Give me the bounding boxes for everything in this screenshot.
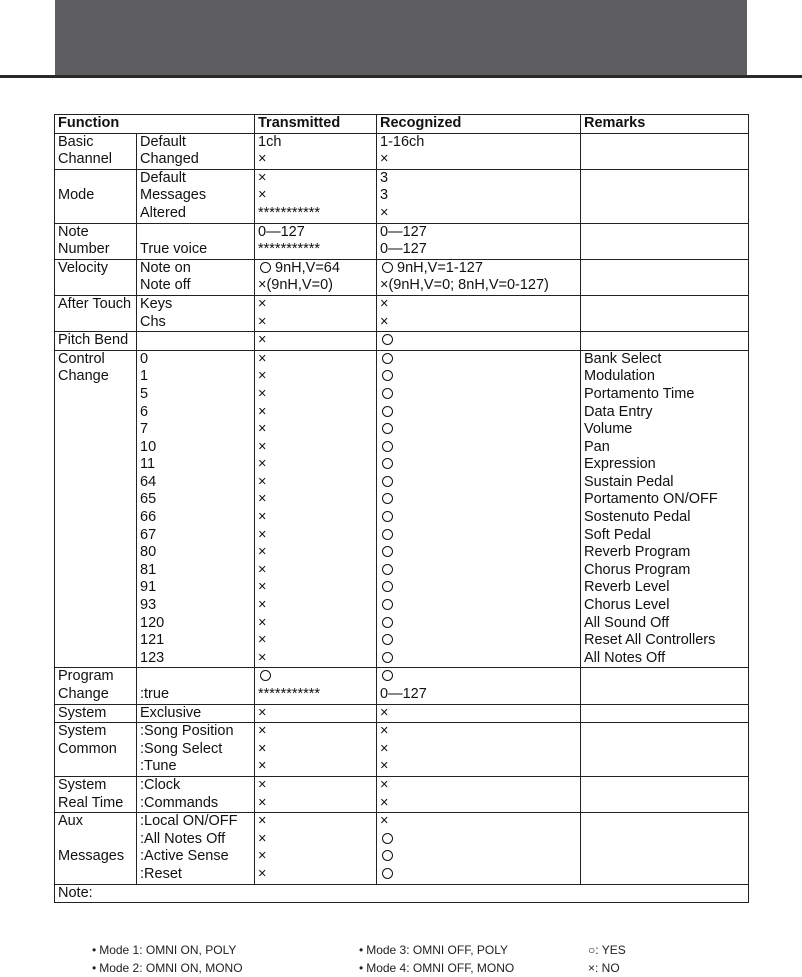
cell-line: × [380, 151, 389, 168]
cell-line [140, 224, 254, 242]
legend-yes: ○: YES [588, 943, 626, 957]
table-header-row [55, 115, 749, 134]
cell-line: Pan [584, 438, 610, 455]
cell-line: Common [58, 740, 117, 757]
cell-line: Keys [140, 295, 173, 312]
yes-circle-icon [382, 868, 393, 879]
cell-line: × [380, 758, 389, 775]
cell-line: 80 [140, 544, 157, 561]
cell-line: Number [58, 241, 110, 258]
cell-line: System [58, 723, 107, 740]
cell-line: × [258, 456, 267, 473]
cell-line: Chs [140, 313, 166, 330]
cell-line: Note on [140, 259, 191, 276]
table-row [55, 223, 749, 259]
cell-line: × [258, 614, 267, 631]
table-row [55, 259, 749, 295]
transmitted-cell [255, 668, 377, 704]
yes-circle-icon [382, 406, 393, 417]
cell-line [380, 866, 580, 884]
transmitted-cell [255, 169, 377, 223]
cell-line: 0 [140, 350, 149, 367]
legend-column-modes-3-4 [359, 941, 514, 977]
cell-line: :All Notes Off [140, 830, 226, 847]
function-sub-cell [137, 776, 255, 812]
cell-line: Note [58, 223, 89, 240]
cell-line: 9nH,V=1-127 [380, 260, 580, 278]
cell-line: *********** [258, 204, 321, 221]
cell-line: 7 [140, 421, 149, 438]
yes-circle-icon [382, 353, 393, 364]
table-row [55, 133, 749, 169]
cell-line [258, 668, 376, 686]
cell-line: × [380, 723, 389, 740]
remarks-cell [581, 133, 749, 169]
function-group-cell [55, 350, 137, 668]
transmitted-cell [255, 223, 377, 259]
cell-line: Change [58, 686, 109, 702]
transmitted-cell [255, 295, 377, 331]
cell-line [380, 597, 580, 615]
cell-line: 6 [140, 403, 149, 420]
yes-circle-icon [382, 670, 393, 681]
cell-line: × [258, 632, 267, 649]
cell-line: Chorus Program [584, 561, 691, 578]
cell-line: Note off [140, 277, 191, 294]
cell-line: :Song Select [140, 740, 223, 757]
transmitted-cell [255, 723, 377, 777]
cell-line: × [258, 350, 267, 367]
cell-line: × [380, 204, 389, 221]
cell-line: × [380, 295, 389, 312]
cell-line: × [380, 813, 389, 830]
cell-line: 66 [140, 509, 157, 526]
cell-line: 81 [140, 561, 157, 578]
legend-item: • Mode 4: OMNI OFF, MONO [359, 961, 515, 975]
cell-line [380, 527, 580, 545]
yes-circle-icon [382, 458, 393, 469]
cell-line: 123 [140, 649, 165, 666]
cell-line: 67 [140, 526, 157, 543]
function-sub-cell [137, 169, 255, 223]
table-row [55, 169, 749, 223]
function-sub-cell [137, 223, 255, 259]
function-group-cell [55, 133, 137, 169]
cell-line: 93 [140, 597, 157, 614]
header-recognized: Recognized [377, 115, 581, 134]
remarks-cell [581, 259, 749, 295]
cell-line: Real Time [58, 794, 124, 811]
cell-line: × [258, 473, 267, 490]
cell-line: × [258, 704, 267, 721]
cell-line: ×(9nH,V=0; 8nH,V=0-127) [380, 277, 549, 294]
cell-line: :Clock [140, 776, 181, 793]
cell-line: ×(9nH,V=0) [258, 277, 333, 294]
cell-line: × [258, 723, 267, 740]
cell-line: × [258, 526, 267, 543]
cell-line: × [258, 403, 267, 420]
cell-line: 65 [140, 491, 157, 508]
cell-line [380, 544, 580, 562]
cell-line: × [258, 187, 267, 204]
cell-line: × [258, 597, 267, 614]
function-sub-cell [137, 295, 255, 331]
recognized-cell [377, 704, 581, 723]
cell-line: All Notes Off [584, 649, 666, 666]
legend-item: • Mode 3: OMNI OFF, POLY [359, 943, 509, 957]
cell-line [380, 439, 580, 457]
cell-line [380, 474, 580, 492]
cell-line: × [258, 544, 267, 561]
function-group-cell [55, 332, 137, 351]
function-sub-cell [137, 133, 255, 169]
cell-line: Modulation [584, 368, 655, 385]
recognized-cell [377, 350, 581, 668]
yes-circle-icon [382, 529, 393, 540]
cell-line: × [258, 758, 267, 775]
cell-line: Sostenuto Pedal [584, 509, 691, 526]
function-group-cell [55, 723, 137, 777]
cell-line: Basic [58, 133, 94, 150]
cell-line: × [258, 561, 267, 578]
table-row [55, 776, 749, 812]
table-row [55, 668, 749, 704]
cell-line: × [258, 169, 267, 186]
recognized-cell [377, 332, 581, 351]
cell-line: Default [140, 169, 186, 186]
function-sub-cell [137, 332, 255, 351]
cell-line [380, 579, 580, 597]
cell-line: 3 [380, 187, 389, 204]
cell-line: :Song Position [140, 723, 234, 740]
yes-circle-icon [382, 334, 393, 345]
cell-line: After Touch [58, 295, 132, 312]
yes-circle-icon [382, 388, 393, 399]
cell-line: × [258, 740, 267, 757]
yes-circle-icon [382, 511, 393, 522]
yes-circle-icon [382, 599, 393, 610]
cell-line: Channel [58, 151, 113, 168]
cell-line [58, 170, 136, 188]
cell-line: :Active Sense [140, 848, 229, 865]
recognized-cell [377, 259, 581, 295]
header-function: Function [55, 115, 255, 134]
cell-line: Control [58, 350, 105, 367]
cell-line [380, 848, 580, 866]
function-sub-cell [137, 723, 255, 777]
cell-line: × [258, 509, 267, 526]
remarks-cell [581, 704, 749, 723]
cell-line: 5 [140, 385, 149, 402]
cell-line: Messages [140, 187, 207, 204]
transmitted-cell [255, 704, 377, 723]
cell-line [380, 831, 580, 849]
recognized-cell [377, 169, 581, 223]
cell-line [380, 332, 580, 350]
cell-line [140, 332, 254, 350]
cell-line [380, 368, 580, 386]
remarks-cell [581, 776, 749, 812]
cell-line: Mode [58, 187, 95, 204]
cell-line [380, 491, 580, 509]
cell-line: × [258, 865, 267, 882]
cell-line: × [258, 649, 267, 666]
cell-line [380, 386, 580, 404]
table-row [55, 704, 749, 723]
cell-line [380, 615, 580, 633]
cell-line: Volume [584, 421, 633, 438]
cell-line: × [258, 151, 267, 168]
cell-line: System [58, 776, 107, 793]
cell-line: :Commands [140, 794, 219, 811]
cell-line [140, 668, 254, 686]
transmitted-cell [255, 350, 377, 668]
table-row [55, 723, 749, 777]
cell-line: Pitch Bend [58, 332, 129, 349]
remarks-cell [581, 295, 749, 331]
cell-line [380, 562, 580, 580]
table-body [55, 133, 749, 884]
cell-line: 0—127 [380, 241, 427, 258]
cell-line [58, 205, 136, 223]
recognized-cell [377, 133, 581, 169]
cell-line: 9nH,V=64 [258, 260, 376, 278]
function-sub-cell [137, 668, 255, 704]
transmitted-cell [255, 259, 377, 295]
yes-circle-icon [382, 546, 393, 557]
recognized-cell [377, 813, 581, 884]
note-row [55, 884, 749, 903]
yes-circle-icon [382, 423, 393, 434]
yes-circle-icon [382, 493, 393, 504]
yes-circle-icon [382, 652, 393, 663]
function-group-cell [55, 813, 137, 884]
recognized-cell [377, 295, 581, 331]
cell-line: × [258, 813, 267, 830]
cell-line: :true [140, 686, 170, 702]
cell-line: × [380, 704, 389, 721]
cell-line: Sustain Pedal [584, 473, 674, 490]
cell-line [380, 421, 580, 439]
note-label: Note: [55, 884, 749, 903]
function-group-cell [55, 776, 137, 812]
cell-line: × [258, 421, 267, 438]
cell-line: *********** [258, 686, 321, 702]
transmitted-cell [255, 813, 377, 884]
cell-line: × [380, 740, 389, 757]
function-sub-cell [137, 350, 255, 668]
function-group-cell [55, 169, 137, 223]
yes-circle-icon [260, 670, 271, 681]
remarks-cell [581, 332, 749, 351]
legend-no: ×: NO [588, 961, 620, 975]
table-row [55, 295, 749, 331]
cell-line: :Tune [140, 758, 177, 775]
cell-line [58, 866, 136, 884]
cell-line: 1ch [258, 133, 282, 150]
cell-line: 64 [140, 473, 157, 490]
yes-circle-icon [382, 476, 393, 487]
cell-line: × [258, 794, 267, 811]
function-group-cell [55, 668, 137, 704]
cell-line: :Local ON/OFF [140, 813, 238, 830]
cell-line: 91 [140, 579, 157, 596]
cell-line: × [380, 794, 389, 811]
cell-line: 1 [140, 368, 149, 385]
yes-circle-icon [382, 850, 393, 861]
remarks-cell [581, 723, 749, 777]
header-rule [0, 75, 802, 78]
recognized-cell [377, 776, 581, 812]
cell-line: Changed [140, 151, 199, 168]
recognized-cell [377, 223, 581, 259]
cell-line: Messages [58, 848, 125, 865]
cell-line: 0—127 [380, 686, 427, 702]
cell-line: Altered [140, 204, 186, 221]
cell-line: 1-16ch [380, 133, 425, 150]
function-sub-cell [137, 704, 255, 723]
cell-line: Default [140, 133, 186, 150]
yes-circle-icon [382, 564, 393, 575]
cell-line: Exclusive [140, 704, 202, 721]
cell-line: × [258, 830, 267, 847]
cell-line: 3 [380, 169, 389, 186]
cell-line [380, 650, 580, 668]
cell-line: × [258, 579, 267, 596]
cell-line: 120 [140, 614, 165, 631]
yes-circle-icon [382, 634, 393, 645]
cell-line: Change [58, 368, 109, 385]
transmitted-cell [255, 332, 377, 351]
cell-line: Reverb Program [584, 544, 691, 561]
remarks-cell [581, 223, 749, 259]
cell-line: Data Entry [584, 403, 653, 420]
function-group-cell [55, 223, 137, 259]
cell-line: Aux [58, 813, 83, 830]
cell-line: × [258, 313, 267, 330]
cell-line: 0—127 [380, 223, 427, 240]
table-row [55, 332, 749, 351]
table-row [55, 350, 749, 668]
yes-circle-icon [382, 370, 393, 381]
yes-circle-icon [382, 262, 393, 273]
remarks-cell [581, 350, 749, 668]
cell-line [380, 456, 580, 474]
cell-line: × [258, 385, 267, 402]
function-sub-cell [137, 259, 255, 295]
legend-item: • Mode 1: OMNI ON, POLY [92, 943, 237, 957]
yes-circle-icon [382, 441, 393, 452]
cell-line [380, 404, 580, 422]
cell-line: × [380, 313, 389, 330]
cell-line: × [258, 776, 267, 793]
remarks-cell [581, 169, 749, 223]
cell-line: × [258, 491, 267, 508]
yes-circle-icon [382, 833, 393, 844]
cell-line [380, 632, 580, 650]
function-group-cell [55, 295, 137, 331]
cell-line: *********** [258, 241, 321, 258]
yes-circle-icon [382, 581, 393, 592]
function-group-cell [55, 259, 137, 295]
recognized-cell [377, 668, 581, 704]
cell-line [380, 509, 580, 527]
remarks-cell [581, 668, 749, 704]
cell-line: 121 [140, 632, 165, 649]
header-remarks: Remarks [581, 115, 749, 134]
cell-line: Reverb Level [584, 579, 670, 596]
cell-line: 0—127 [258, 223, 305, 240]
cell-line: × [380, 776, 389, 793]
cell-line: Portamento Time [584, 385, 695, 402]
cell-line: Chorus Level [584, 597, 670, 614]
yes-circle-icon [382, 617, 393, 628]
cell-line: 11 [140, 456, 156, 473]
cell-line: Expression [584, 456, 656, 473]
legend-column-modes-1-2 [92, 941, 243, 977]
cell-line: × [258, 332, 267, 349]
transmitted-cell [255, 776, 377, 812]
cell-line: System [58, 704, 107, 721]
cell-line: × [258, 368, 267, 385]
transmitted-cell [255, 133, 377, 169]
cell-line: All Sound Off [584, 614, 670, 631]
cell-line: :Reset [140, 865, 182, 882]
cell-line: Bank Select [584, 350, 662, 367]
cell-line: 10 [140, 438, 157, 455]
cell-line: Reset All Controllers [584, 632, 716, 649]
header-transmitted: Transmitted [255, 115, 377, 134]
recognized-cell [377, 723, 581, 777]
cell-line [380, 351, 580, 369]
cell-line: Velocity [58, 259, 108, 276]
midi-implementation-table [54, 114, 749, 903]
cell-line: True voice [140, 241, 208, 258]
legend-column-symbols [588, 941, 626, 977]
header-band [55, 0, 747, 75]
cell-line: Soft Pedal [584, 526, 651, 543]
function-group-cell [55, 704, 137, 723]
table-row [55, 813, 749, 884]
yes-circle-icon [260, 262, 271, 273]
cell-line [380, 668, 580, 686]
cell-line: × [258, 295, 267, 312]
cell-line [58, 831, 136, 849]
remarks-cell [581, 813, 749, 884]
cell-line: × [258, 438, 267, 455]
legend-item: • Mode 2: OMNI ON, MONO [92, 961, 243, 975]
function-sub-cell [137, 813, 255, 884]
cell-line: × [258, 848, 267, 865]
cell-line: Program [58, 668, 114, 685]
cell-line: Portamento ON/OFF [584, 491, 718, 508]
